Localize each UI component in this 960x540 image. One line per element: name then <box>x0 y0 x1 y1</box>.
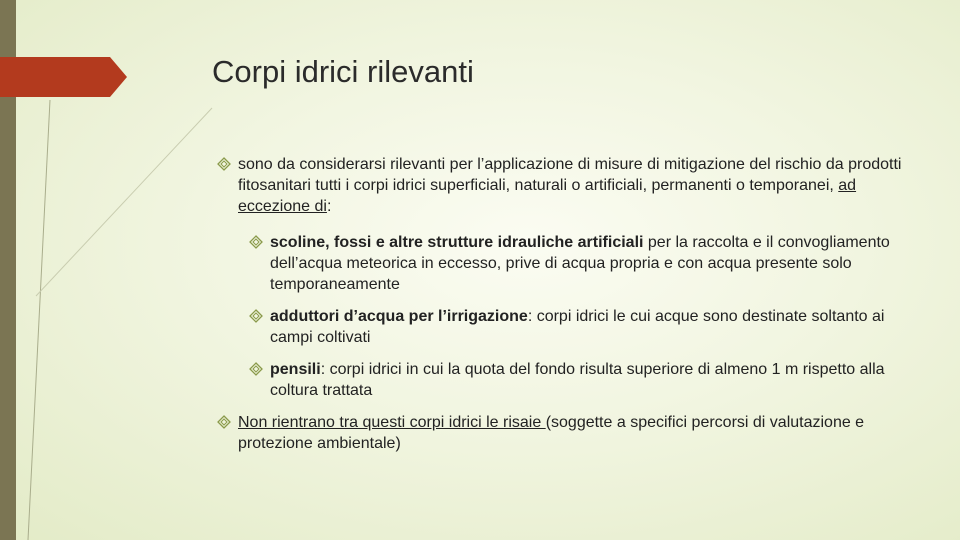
list-item <box>214 412 914 454</box>
diamond-outline-icon <box>249 362 263 376</box>
item-bold-text: adduttori d’acqua per l’irrigazione <box>270 308 528 325</box>
item-text-end: : <box>326 198 332 215</box>
slide-title: Corpi idrici rilevanti <box>212 54 474 89</box>
item-bold-text: pensili <box>270 361 321 378</box>
item-text: per la raccolta e il convogliamento dell’acqua meteorica in eccesso, prive di acqua propria e con acqua presente solo temporaneamente <box>270 234 890 293</box>
diamond-outline-icon <box>217 157 231 171</box>
item-text: : corpi idrici le cui acque sono destinate soltanto ai campi coltivati <box>270 308 885 346</box>
diamond-outline-icon <box>217 415 231 429</box>
list-item <box>214 359 914 401</box>
list-item <box>214 232 914 295</box>
item-bold-text: scoline, fossi e altre strutture idrauliche artificiali <box>270 234 644 251</box>
diamond-outline-icon <box>249 309 263 323</box>
item-underlined-text: Non rientrano tra questi corpi idrici le risaie <box>238 414 546 431</box>
item-text: : corpi idrici in cui la quota del fondo risulta superiore di almeno 1 m rispetto alla coltura trattata <box>270 361 885 399</box>
diamond-outline-icon <box>249 235 263 249</box>
list-item <box>214 154 914 217</box>
item-text: sono da considerarsi rilevanti per l’applicazione di misure di mitigazione del rischio da prodotti fitosanitari tutti i corpi idrici superficiali, naturali o artificiali, permanenti o temporanei, <box>238 156 902 194</box>
item-underlined-text: ad eccezione di <box>238 177 857 215</box>
item-text: (soggette a specifici percorsi di valutazione e protezione ambientale) <box>238 414 865 452</box>
slide-body <box>214 154 914 454</box>
list-item <box>214 306 914 348</box>
